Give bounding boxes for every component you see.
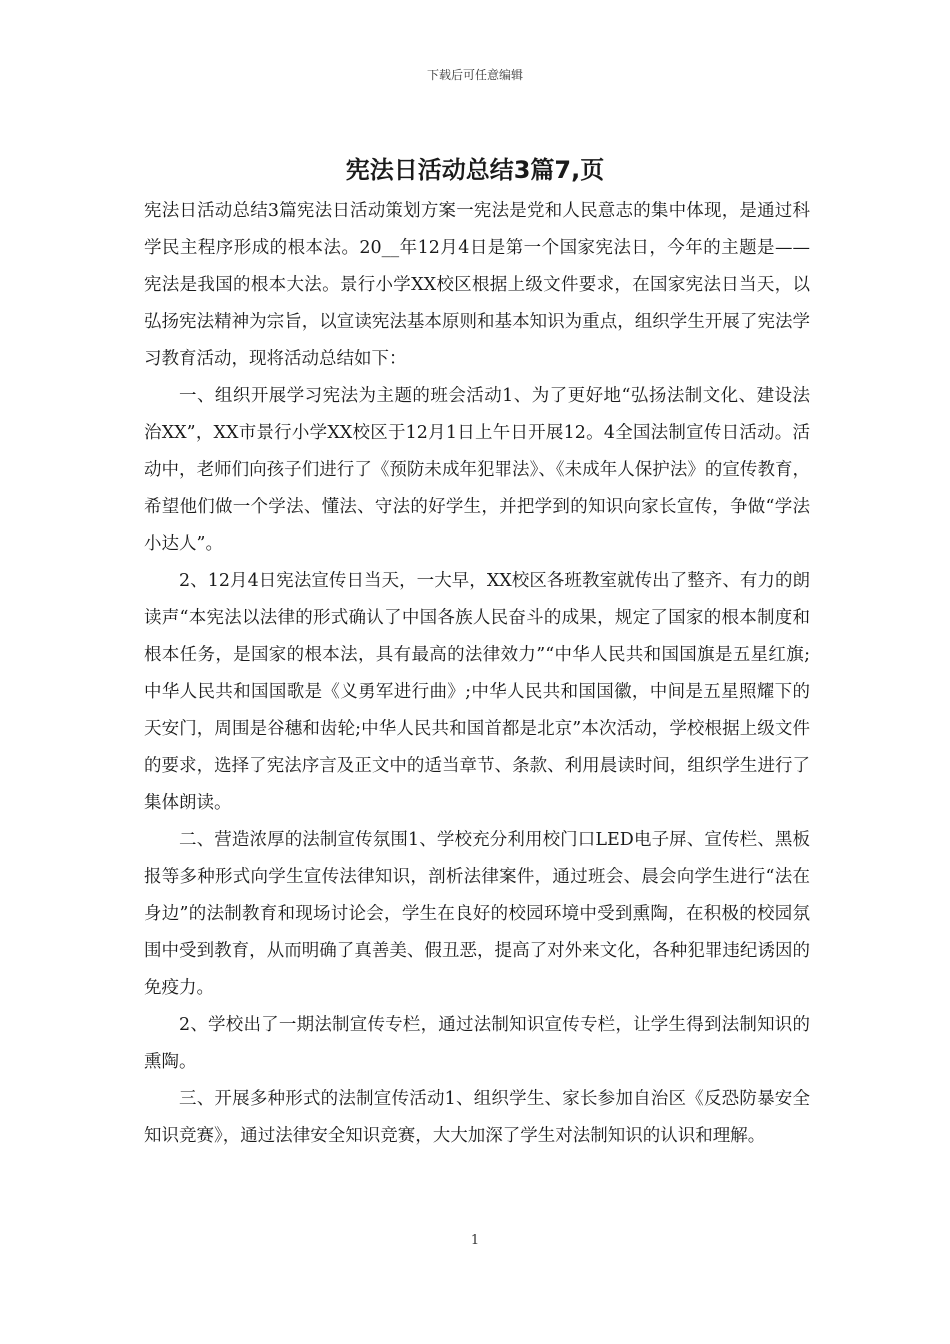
document-body	[144, 193, 810, 1155]
paragraph-section-3: 三、开展多种形式的法制宣传活动1、组织学生、家长参加自治区《反恐防暴安全知识竞赛》，通过法律安全知识竞赛，大大加深了学生对法制知识的认识和理解。	[144, 1089, 810, 1146]
paragraph-section-2: 二、营造浓厚的法制宣传氛围1、学校充分利用校门口LED电子屏、宣传栏、黑板报等多种形式向学生宣传法律知识，剖析法律案件，通过班会、晨会向学生进行“法在身边”的法制教育和现场讨论会，学生在良好的校园环境中受到熏陶，在积极的校园氛围中受到教育，从而明确了真善美、假丑恶，提高了对外来文化，各种犯罪违纪诱因的免疫力。	[144, 830, 810, 998]
document-title: 宪法日活动总结3篇7,页	[345, 156, 605, 184]
header-note: 下载后可任意编辑	[426, 68, 523, 82]
paragraph-section-1: 一、组织开展学习宪法为主题的班会活动1、为了更好地“弘扬法制文化、建设法治XX”，XX市景行小学XX校区于12月1日上午日开展12。4全国法制宣传日活动。活动中，老师们向孩子们进行了《预防未成年犯罪法》、《未成年人保护法》的宣传教育，希望他们做一个学法、懂法、守法的好学生，并把学到的知识向家长宣传，争做“学法小达人”。	[144, 386, 810, 554]
paragraph-section-2-item-2: 2、学校出了一期法制宣传专栏，通过法制知识宣传专栏，让学生得到法制知识的熏陶。	[144, 1015, 810, 1072]
paragraph-intro: 宪法日活动总结3篇宪法日活动策划方案一宪法是党和人民意志的集中体现，是通过科学民主程序形成的根本法。20__年12月4日是第一个国家宪法日，今年的主题是——宪法是我国的根本大法。景行小学XX校区根据上级文件要求，在国家宪法日当天，以弘扬宪法精神为宗旨，以宣读宪法基本原则和基本知识为重点，组织学生开展了宪法学习教育活动，现将活动总结如下：	[144, 201, 810, 369]
page-number: 1	[470, 1233, 480, 1248]
paragraph-section-1-item-2: 2、12月4日宪法宣传日当天，一大早，XX校区各班教室就传出了整齐、有力的朗读声“本宪法以法律的形式确认了中国各族人民奋斗的成果，规定了国家的根本制度和根本任务，是国家的根本法，具有最高的法律效力”“中华人民共和国国旗是五星红旗;中华人民共和国国歌是《义勇军进行曲》;中华人民共和国国徽，中间是五星照耀下的天安门，周围是谷穗和齿轮;中华人民共和国首都是北京”本次活动，学校根据上级文件的要求，选择了宪法序言及正文中的适当章节、条款、利用晨读时间，组织学生进行了集体朗读。	[144, 571, 810, 813]
